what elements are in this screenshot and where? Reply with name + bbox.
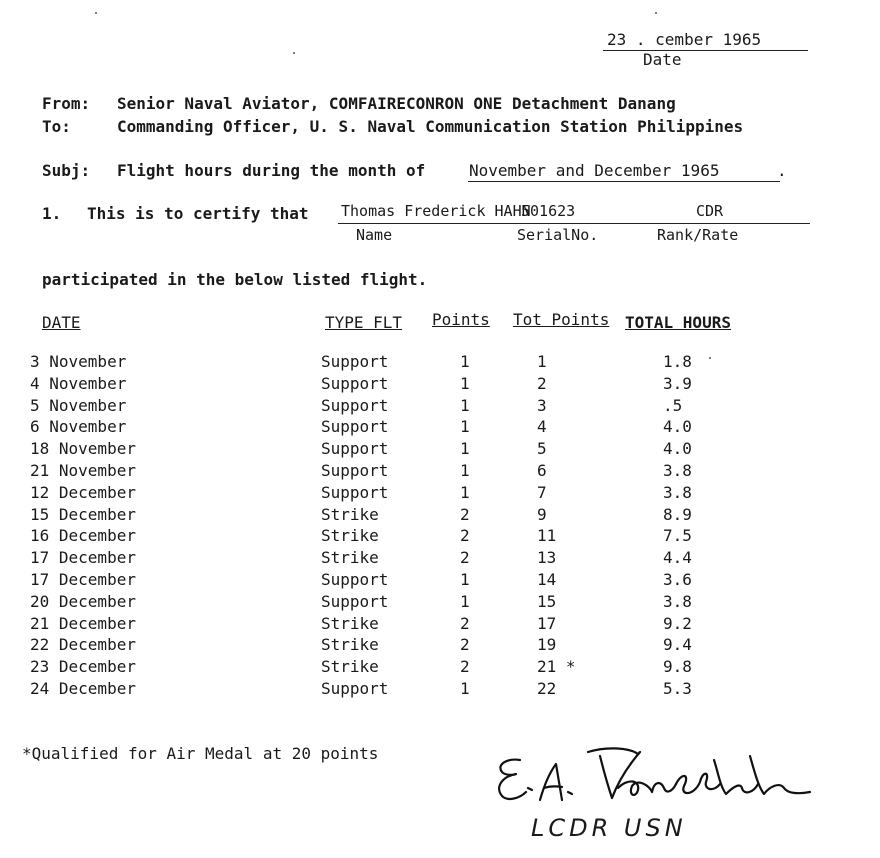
cell-points: 1 <box>460 570 470 589</box>
cell-total-hours: 8.9 <box>663 504 692 524</box>
cell-points: 1 <box>460 373 470 393</box>
cell-total-hours: 1.8 <box>663 352 692 371</box>
cell-date: 5 November <box>30 395 127 415</box>
cell-type-flt: Strike <box>321 504 379 524</box>
cell-points: 1 <box>460 679 470 698</box>
table-row <box>0 352 880 374</box>
officer-name: Thomas Frederick HAHN <box>341 202 531 220</box>
cell-points: 1 <box>460 461 470 480</box>
cell-total-hours: 9.2 <box>663 613 692 633</box>
cell-total-hours: 7.5 <box>663 526 692 546</box>
cell-points: 1 <box>460 591 470 611</box>
date-value: 23 . cember 1965 <box>607 30 762 49</box>
cell-points: 2 <box>460 548 470 568</box>
cell-date: 17 December <box>30 570 136 589</box>
cell-type-flt: Support <box>321 373 389 393</box>
cell-total-hours: 3.6 <box>663 570 692 589</box>
header-points: Points <box>432 310 490 329</box>
cell-total-hours: 5.3 <box>663 679 692 698</box>
officer-serial: 501623 <box>521 202 576 220</box>
cell-type-flt: Support <box>321 570 389 589</box>
cell-date: 23 December <box>30 657 136 677</box>
cell-total-hours: 3.8 <box>663 482 692 502</box>
cell-type-flt: Strike <box>321 526 379 546</box>
cell-type-flt: Strike <box>321 657 379 677</box>
table-row <box>0 635 880 657</box>
cell-total-hours: 3.8 <box>663 461 692 480</box>
subject-label: Subj: <box>42 161 91 180</box>
scan-speck <box>293 52 295 54</box>
cell-type-flt: Support <box>321 461 389 480</box>
cell-date: 21 November <box>30 461 136 480</box>
subject-text: Flight hours during the month of <box>117 161 426 180</box>
header-total-hours: TOTAL HOURS <box>625 313 731 332</box>
cell-tot-points: 3 <box>537 395 547 415</box>
cell-tot-points: 13 <box>537 548 557 568</box>
cell-points: 2 <box>460 526 470 546</box>
cell-total-hours: 3.8 <box>663 591 692 611</box>
cell-tot-points: 6 <box>537 461 547 480</box>
cell-points: 1 <box>460 439 470 459</box>
cell-points: 1 <box>460 352 470 371</box>
rank-caption: Rank/Rate <box>657 226 739 244</box>
scan-speck <box>655 12 657 14</box>
cell-type-flt: Strike <box>321 635 379 655</box>
table-row <box>0 396 880 418</box>
cell-points: 2 <box>460 613 470 633</box>
serial-caption: SerialNo. <box>517 226 599 244</box>
certify-text: This is to certify that <box>87 204 309 223</box>
cell-points: 1 <box>460 395 470 415</box>
cell-tot-points: 2 <box>537 373 547 393</box>
cell-points: 1 <box>460 417 470 437</box>
subject-underline <box>468 181 780 182</box>
cell-date: 12 December <box>30 482 136 502</box>
table-row <box>0 461 880 483</box>
cell-type-flt: Support <box>321 352 389 371</box>
cell-total-hours: 9.8 <box>663 657 692 677</box>
cell-type-flt: Support <box>321 591 389 611</box>
certify-underline <box>338 223 810 224</box>
cell-tot-points: 11 <box>537 526 557 546</box>
header-date: DATE <box>42 313 81 332</box>
cell-tot-points: 4 <box>537 417 547 437</box>
cell-date: 6 November <box>30 417 127 437</box>
cell-type-flt: Support <box>321 395 389 415</box>
table-row <box>0 679 880 701</box>
table-row <box>0 505 880 527</box>
cell-tot-points: 19 <box>537 635 557 655</box>
signature-title: LCDR USN <box>531 814 687 842</box>
cell-total-hours: 4.0 <box>663 439 692 459</box>
name-caption: Name <box>356 226 393 244</box>
header-tot-points: Tot Points <box>513 310 610 329</box>
handwritten-signature <box>488 742 818 814</box>
cell-tot-points: 21 * <box>537 657 576 677</box>
cell-points: 2 <box>460 635 470 655</box>
cell-tot-points: 1 <box>537 352 547 371</box>
table-row <box>0 526 880 548</box>
table-row <box>0 483 880 505</box>
table-row <box>0 417 880 439</box>
table-row <box>0 374 880 396</box>
cell-type-flt: Support <box>321 679 389 698</box>
table-row <box>0 614 880 636</box>
footnote: *Qualified for Air Medal at 20 points <box>22 744 379 763</box>
cell-points: 1 <box>460 482 470 502</box>
participated-text: participated in the below listed flight. <box>42 270 428 289</box>
cell-type-flt: Support <box>321 482 389 502</box>
subject-period: November and December 1965 <box>469 161 720 180</box>
cell-total-hours: 9.4 <box>663 635 692 655</box>
table-row <box>0 548 880 570</box>
cell-date: 22 December <box>30 635 136 655</box>
to-label: To: <box>42 117 71 136</box>
cell-date: 18 November <box>30 439 136 459</box>
cell-tot-points: 7 <box>537 482 547 502</box>
cell-points: 2 <box>460 657 470 677</box>
cell-total-hours: 3.9 <box>663 373 692 393</box>
cell-tot-points: 14 <box>537 570 557 589</box>
cell-type-flt: Strike <box>321 548 379 568</box>
table-row <box>0 570 880 592</box>
cell-date: 24 December <box>30 679 136 698</box>
cell-date: 20 December <box>30 591 136 611</box>
cell-date: 16 December <box>30 526 136 546</box>
cell-tot-points: 17 <box>537 613 557 633</box>
scan-speck <box>95 12 97 14</box>
cell-tot-points: 9 <box>537 504 547 524</box>
scan-speck <box>709 357 711 359</box>
cell-total-hours: 4.4 <box>663 548 692 568</box>
cell-points: 2 <box>460 504 470 524</box>
cell-total-hours: .5 <box>663 395 683 415</box>
cell-total-hours: 4.0 <box>663 417 692 437</box>
from-label: From: <box>42 94 91 113</box>
cell-tot-points: 22 <box>537 679 557 698</box>
cell-date: 3 November <box>30 352 127 371</box>
cell-date: 15 December <box>30 504 136 524</box>
officer-rank: CDR <box>696 202 724 220</box>
table-row <box>0 439 880 461</box>
cell-type-flt: Support <box>321 439 389 459</box>
subject-period-mark: . <box>777 161 787 180</box>
paragraph-number: 1. <box>42 204 62 223</box>
table-row <box>0 657 880 679</box>
cell-date: 21 December <box>30 613 136 633</box>
date-label: Date <box>643 50 682 69</box>
date-underline <box>603 50 808 51</box>
from-text: Senior Naval Aviator, COMFAIRECONRON ONE Detachment Danang <box>117 94 676 113</box>
cell-tot-points: 5 <box>537 439 547 459</box>
cell-type-flt: Strike <box>321 613 379 633</box>
cell-date: 17 December <box>30 548 136 568</box>
cell-type-flt: Support <box>321 417 389 437</box>
to-text: Commanding Officer, U. S. Naval Communication Station Philippines <box>117 117 744 136</box>
header-type-flt: TYPE FLT <box>325 313 403 332</box>
cell-date: 4 November <box>30 373 127 393</box>
cell-tot-points: 15 <box>537 591 557 611</box>
table-row <box>0 592 880 614</box>
